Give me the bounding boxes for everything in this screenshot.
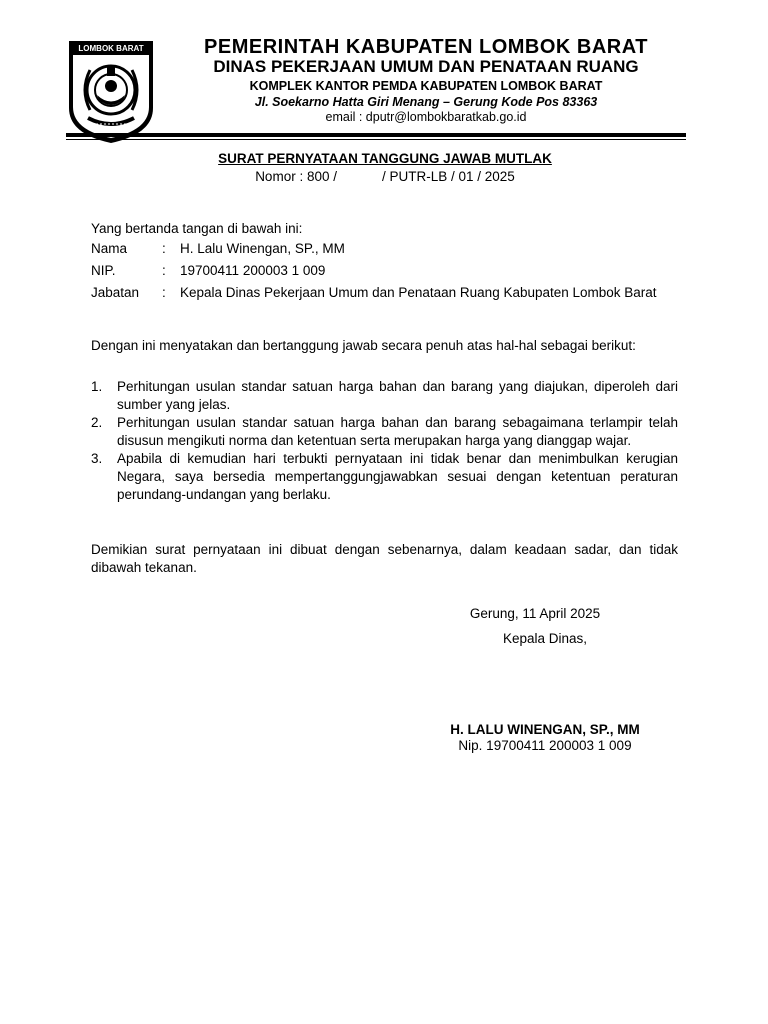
intro-text: Yang bertanda tangan di bawah ini:: [91, 221, 303, 236]
list-item: [91, 414, 678, 450]
signatory-nip: Nip. 19700411 200003 1 009: [458, 738, 632, 753]
field-value: 19700411 200003 1 009: [180, 263, 326, 278]
signature-place-date: Gerung, 11 April 2025: [469, 606, 601, 621]
statement-paragraph: Dengan ini menyatakan dan bertanggung jawab secara penuh atas hal-hal sebagai berikut:: [91, 338, 636, 353]
letterhead-complex: KOMPLEK KANTOR PEMDA KABUPATEN LOMBOK BARAT: [249, 79, 603, 93]
list-item: [91, 378, 678, 414]
field-label: Nama: [91, 241, 128, 256]
field-row-nip: [91, 262, 679, 280]
list-text: Perhitungan usulan standar satuan harga bahan dan barang sebagaimana terlampir telah disusun mengikuti norma dan ketentuan serta merupakan harga yang dianggap wajar.: [117, 415, 678, 448]
letterhead-address: Jl. Soekarno Hatta Giri Menang – Gerung Kode Pos 83363: [254, 95, 598, 109]
list-item: [91, 450, 678, 504]
field-value: Kepala Dinas Pekerjaan Umum dan Penataan Ruang Kabupaten Lombok Barat: [180, 285, 657, 300]
signatory-name: H. LALU WINENGAN, SP., MM: [450, 722, 640, 737]
list-number: 3.: [91, 451, 103, 466]
regency-emblem-logo: [66, 38, 156, 146]
letterhead-agency: DINAS PEKERJAAN UMUM DAN PENATAAN RUANG: [213, 57, 639, 76]
document-number: Nomor : 800 / / PUTR-LB / 01 / 2025: [255, 169, 515, 184]
list-number: 2.: [91, 415, 103, 430]
letterhead-government: PEMERINTAH KABUPATEN LOMBOK BARAT: [204, 36, 648, 58]
field-row-position: [91, 284, 679, 302]
document-title: SURAT PERNYATAAN TANGGUNG JAWAB MUTLAK: [218, 151, 552, 166]
closing-paragraph: Demikian surat pernyataan ini dibuat dengan sebenarnya, dalam keadaan sadar, dan tidak dibawah tekanan.: [91, 542, 678, 575]
list-number: 1.: [91, 379, 103, 394]
field-colon: :: [162, 263, 166, 278]
field-label: Jabatan: [91, 285, 140, 300]
list-text: Apabila di kemudian hari terbukti pernyataan ini tidak benar dan menimbulkan kerugian Negara, saya bersedia mempertanggungjawabkan sesuai dengan ketentuan peraturan perundang-undangan yang berlaku.: [117, 451, 678, 502]
field-row-name: [91, 240, 679, 258]
field-colon: :: [162, 241, 166, 256]
field-value: H. Lalu Winengan, SP., MM: [180, 241, 345, 256]
letterhead-email: email : dputr@lombokbaratkab.go.id: [325, 110, 527, 124]
field-colon: :: [162, 285, 166, 300]
letterhead-divider-thin: [66, 139, 686, 140]
field-label: NIP.: [91, 263, 116, 278]
svg-text:LOMBOK BARAT: LOMBOK BARAT: [78, 44, 144, 53]
statement-list: [91, 378, 678, 504]
list-text: Perhitungan usulan standar satuan harga bahan dan barang yang diajukan, diperoleh dari sumber yang jelas.: [117, 379, 678, 412]
letterhead-divider-thick: [66, 133, 686, 137]
signature-role: Kepala Dinas,: [502, 631, 588, 646]
